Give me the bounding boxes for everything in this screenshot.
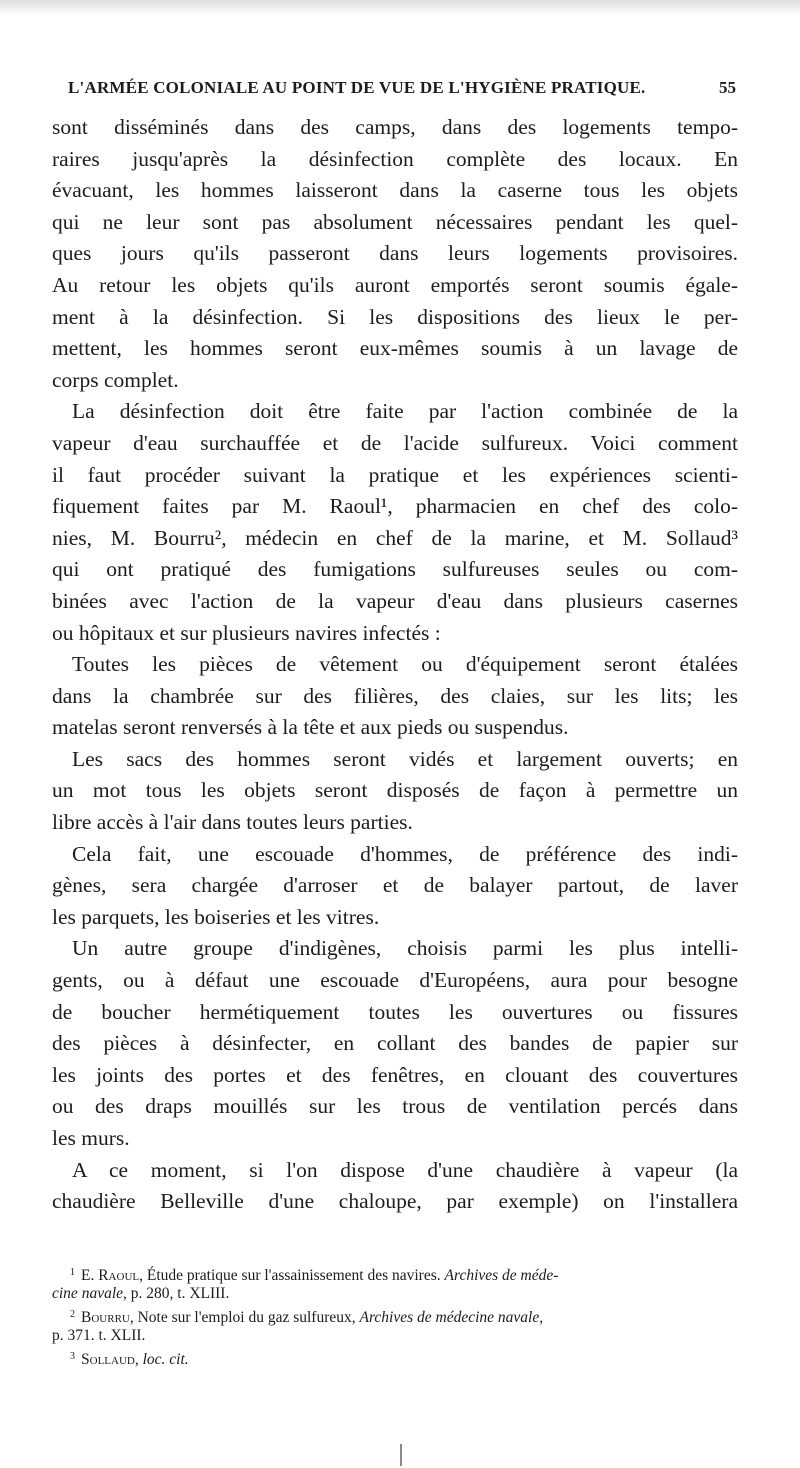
text-line: ou hôpitaux et sur plusieurs navires infectés : xyxy=(52,620,441,645)
text-line: ou des draps mouillés sur les trous de ventilation percés dans xyxy=(52,1094,738,1119)
text-line: un mot tous les objets seront disposés de façon à permettre un xyxy=(52,778,738,803)
text-line: A ce moment, si l'on dispose d'une chaudière à vapeur (la xyxy=(72,1157,738,1182)
text-line: qui ont pratiqué des fumigations sulfureuses seules ou com- xyxy=(52,557,738,582)
footnote-marker: 1 xyxy=(70,1267,75,1278)
text-line: binées avec l'action de la vapeur d'eau dans plusieurs casernes xyxy=(52,588,738,613)
footnote-marker: 2 xyxy=(70,1309,75,1320)
body-text xyxy=(52,112,738,1218)
text-line: dans la chambrée sur des filières, des claies, sur les lits; les xyxy=(52,683,738,708)
text-line: mettent, les hommes seront eux-mêmes soumis à un lavage de xyxy=(52,336,738,361)
footnote-1-continued xyxy=(52,1283,738,1304)
text-line: les murs. xyxy=(52,1126,130,1150)
footnote-marker: 3 xyxy=(70,1351,75,1362)
text-line: Cela fait, une escouade d'hommes, de préférence des indi- xyxy=(72,841,738,866)
footnote-journal: Archives de médecine navale, xyxy=(359,1309,544,1326)
text-line: Toutes les pièces de vêtement ou d'équipement seront étalées xyxy=(72,652,738,677)
text-line: évacuant, les hommes laisseront dans la caserne tous les objets xyxy=(52,178,738,203)
text-line: sont disséminés dans des camps, dans des logements tempo- xyxy=(52,115,738,139)
footnote-text: , Note sur l'emploi du gaz sulfureux, xyxy=(129,1309,360,1326)
text-line: qui ne leur sont pas absolument nécessaires pendant les quel- xyxy=(52,209,738,234)
text-line: libre accès à l'air dans toutes leurs parties. xyxy=(52,810,413,835)
page-number: 55 xyxy=(719,78,736,97)
footnote-author: Sollaud xyxy=(81,1351,135,1368)
footnote-journal: Archives de méde- xyxy=(444,1267,559,1284)
footnote-journal: cine navale xyxy=(52,1285,124,1302)
text-line: matelas seront renversés à la tête et aux pieds ou suspendus. xyxy=(52,715,569,740)
footnote-author: Bourru xyxy=(81,1309,130,1326)
text-line: Les sacs des hommes seront vidés et largement ouverts; en xyxy=(72,746,738,771)
footnote-author: E. Raoul xyxy=(81,1267,140,1284)
footnotes xyxy=(52,1262,738,1367)
text-line: les joints des portes et des fenêtres, en clouant des couvertures xyxy=(52,1062,738,1087)
text-line: La désinfection doit être faite par l'action combinée de la xyxy=(72,399,738,424)
footnote-text: , xyxy=(134,1351,143,1368)
text-line: nies, M. Bourru², médecin en chef de la marine, et M. Sollaud³ xyxy=(52,525,738,550)
text-line: Un autre groupe d'indigènes, choisis parmi les plus intelli- xyxy=(72,936,738,961)
text-line: de boucher hermétiquement toutes les ouvertures ou fissures xyxy=(52,999,738,1024)
footnote-2-continued xyxy=(52,1325,738,1346)
text-line: fiquement faites par M. Raoul¹, pharmacien en chef des colo- xyxy=(52,494,738,519)
text-line: vapeur d'eau surchauffée et de l'acide sulfureux. Voici comment xyxy=(52,430,738,455)
scan-top-edge xyxy=(0,0,800,16)
footnote-3 xyxy=(52,1346,738,1367)
text-line: corps complet. xyxy=(52,367,179,392)
footnote-text: , Étude pratique sur l'assainissement des navires. xyxy=(139,1267,445,1284)
footnote-1 xyxy=(52,1262,738,1283)
text-line: il faut procéder suivant la pratique et les expériences scienti- xyxy=(52,462,738,487)
text-line: raires jusqu'après la désinfection complète des locaux. En xyxy=(52,146,738,171)
text-line: les parquets, les boiseries et les vitres. xyxy=(52,904,380,929)
text-line: ment à la désinfection. Si les dispositions des lieux le per- xyxy=(52,304,738,329)
footnote-citation: loc. cit. xyxy=(142,1351,189,1368)
text-line: Au retour les objets qu'ils auront emportés seront soumis égale- xyxy=(52,272,738,297)
text-line: gents, ou à défaut une escouade d'Européens, aura pour besogne xyxy=(52,968,738,993)
scan-mark xyxy=(400,1444,402,1466)
running-head xyxy=(68,78,736,104)
text-line: des pièces à désinfecter, en collant des bandes de papier sur xyxy=(52,1031,738,1056)
footnote-text: p. 371. t. XLII. xyxy=(52,1327,146,1344)
running-title: L'ARMÉE COLONIALE AU POINT DE VUE DE L'HYGIÈNE PRATIQUE. xyxy=(68,78,646,97)
text-line: chaudière Belleville d'une chaloupe, par exemple) on l'installera xyxy=(52,1189,738,1214)
text-line: gènes, sera chargée d'arroser et de balayer partout, de laver xyxy=(52,873,738,898)
footnote-text: , p. 280, t. XLIII. xyxy=(123,1285,230,1302)
text-line: ques jours qu'ils passeront dans leurs logements provisoires. xyxy=(52,241,738,266)
footnote-2 xyxy=(52,1304,738,1325)
